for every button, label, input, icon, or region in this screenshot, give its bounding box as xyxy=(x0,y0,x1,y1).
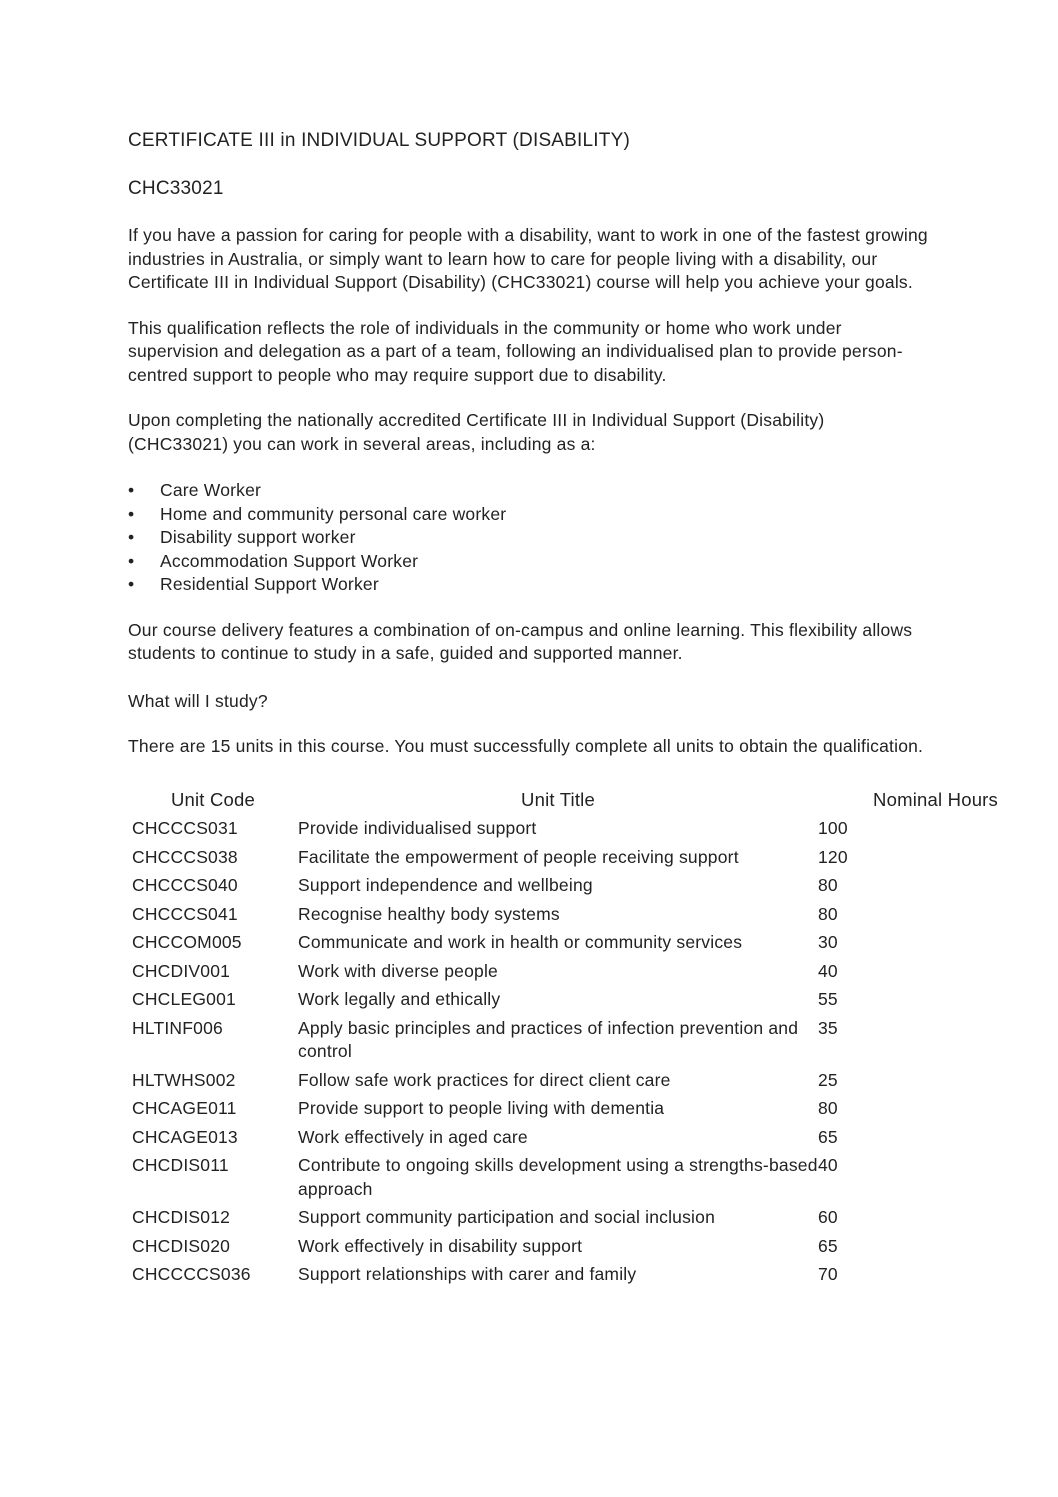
unit-hours: 40 xyxy=(818,960,838,981)
unit-title: Work with diverse people xyxy=(298,960,498,981)
table-row xyxy=(128,1015,998,1067)
unit-title: Apply basic principles and practices of infection prevention and control xyxy=(298,1017,799,1061)
unit-code: CHCCCS041 xyxy=(132,903,238,924)
bullet-icon: • xyxy=(128,503,135,524)
unit-code: CHCCCS038 xyxy=(132,846,238,867)
unit-hours: 30 xyxy=(818,932,838,952)
table-row xyxy=(128,1095,998,1124)
unit-code: CHCCCS031 xyxy=(132,818,238,838)
table-row xyxy=(128,1152,998,1204)
unit-hours: 70 xyxy=(818,1264,838,1284)
table-header-row xyxy=(128,788,998,816)
unit-hours: 40 xyxy=(818,1155,838,1175)
unit-hours: 60 xyxy=(818,1207,838,1227)
table-row xyxy=(128,958,998,987)
unit-code: CHCDIS012 xyxy=(132,1207,231,1227)
unit-title: Facilitate the empowerment of people receiving support xyxy=(298,846,739,867)
unit-code: CHCCOM005 xyxy=(132,932,242,952)
page-title: CERTIFICATE III in INDIVIDUAL SUPPORT (DISABILITY) xyxy=(128,130,630,151)
table-row xyxy=(128,844,998,873)
career-item: • Residential Support Worker xyxy=(128,573,1008,597)
units-table xyxy=(128,788,998,1290)
career-item: • Accommodation Support Worker xyxy=(128,550,1008,574)
table-row xyxy=(128,1204,998,1233)
unit-title: Recognise healthy body systems xyxy=(298,903,560,924)
unit-title: Support independence and wellbeing xyxy=(298,875,593,895)
table-row xyxy=(128,872,998,901)
table-row xyxy=(128,815,998,844)
unit-title: Contribute to ongoing skills development using a strengths-based approach xyxy=(298,1155,818,1199)
unit-title: Work effectively in aged care xyxy=(298,1126,528,1147)
bullet-icon: • xyxy=(128,574,135,594)
unit-code: CHCDIS020 xyxy=(132,1235,231,1256)
unit-hours: 55 xyxy=(818,989,838,1009)
unit-title: Provide support to people living with dementia xyxy=(298,1098,665,1118)
intro-paragraph-2: This qualification reflects the role of individuals in the community or home who work under supervision and delegation as a part of a team, following an individualised plan to provide person-centred support to people who may require support due to disability. xyxy=(128,317,903,385)
unit-hours: 100 xyxy=(818,818,848,838)
career-item: • Care Worker xyxy=(128,479,1008,503)
units-table-body xyxy=(128,815,998,1290)
table-row xyxy=(128,1261,998,1290)
header-unit-title: Unit Title xyxy=(521,788,595,810)
unit-title: Support community participation and social inclusion xyxy=(298,1207,716,1227)
unit-code: HLTINF006 xyxy=(132,1017,223,1038)
delivery-paragraph: Our course delivery features a combination of on-campus and online learning. This flexibility allows students to continue to study in a safe, guided and supported manner. xyxy=(128,619,913,663)
table-row xyxy=(128,1124,998,1153)
unit-title: Support relationships with carer and family xyxy=(298,1264,637,1284)
unit-code: CHCCCCS036 xyxy=(132,1264,251,1284)
header-nominal-hours: Nominal Hours xyxy=(873,788,998,810)
intro-paragraph-3: Upon completing the nationally accredited Certificate III in Individual Support (Disability) (CHC33021) you can work in several areas, including as a: xyxy=(128,410,825,454)
unit-code: CHCLEG001 xyxy=(132,989,236,1009)
table-row xyxy=(128,901,998,930)
table-row xyxy=(128,986,998,1015)
bullet-icon: • xyxy=(128,550,135,571)
career-item: • Disability support worker xyxy=(128,526,1008,550)
unit-hours: 25 xyxy=(818,1069,838,1090)
table-row xyxy=(128,1233,998,1262)
unit-hours: 65 xyxy=(818,1126,838,1147)
bullet-icon: • xyxy=(128,480,135,500)
unit-code: CHCAGE013 xyxy=(132,1126,238,1147)
unit-hours: 80 xyxy=(818,1098,838,1118)
study-paragraph: There are 15 units in this course. You must successfully complete all units to obtain the qualification. xyxy=(128,736,924,756)
table-row xyxy=(128,1067,998,1096)
unit-hours: 120 xyxy=(818,846,848,867)
unit-title: Provide individualised support xyxy=(298,818,537,838)
bullet-icon: • xyxy=(128,527,135,547)
unit-title: Work effectively in disability support xyxy=(298,1235,583,1256)
career-list xyxy=(128,479,1008,597)
unit-code: CHCCCS040 xyxy=(132,875,238,895)
unit-code: CHCDIV001 xyxy=(132,960,231,981)
unit-title: Communicate and work in health or community services xyxy=(298,932,743,952)
unit-code: CHCAGE011 xyxy=(132,1098,237,1118)
unit-hours: 35 xyxy=(818,1017,838,1038)
unit-hours: 65 xyxy=(818,1235,838,1256)
course-code: CHC33021 xyxy=(128,178,224,199)
unit-code: HLTWHS002 xyxy=(132,1069,236,1090)
header-unit-code: Unit Code xyxy=(170,788,256,810)
document-page xyxy=(128,128,1008,1290)
study-heading: What will I study? xyxy=(128,690,268,711)
intro-paragraph-1: If you have a passion for caring for people with a disability, want to work in one of the fastest growing industries in Australia, or simply want to learn how to care for people living with a disability, our Certificate III in Individual Support (Disability) (CHC33021) course will help you achieve your goals. xyxy=(128,225,928,292)
unit-hours: 80 xyxy=(818,903,838,924)
unit-title: Work legally and ethically xyxy=(298,989,501,1009)
unit-code: CHCDIS011 xyxy=(132,1155,229,1175)
unit-hours: 80 xyxy=(818,875,838,895)
career-item: • Home and community personal care worker xyxy=(128,503,1008,527)
unit-title: Follow safe work practices for direct client care xyxy=(298,1069,671,1090)
table-row xyxy=(128,929,998,958)
